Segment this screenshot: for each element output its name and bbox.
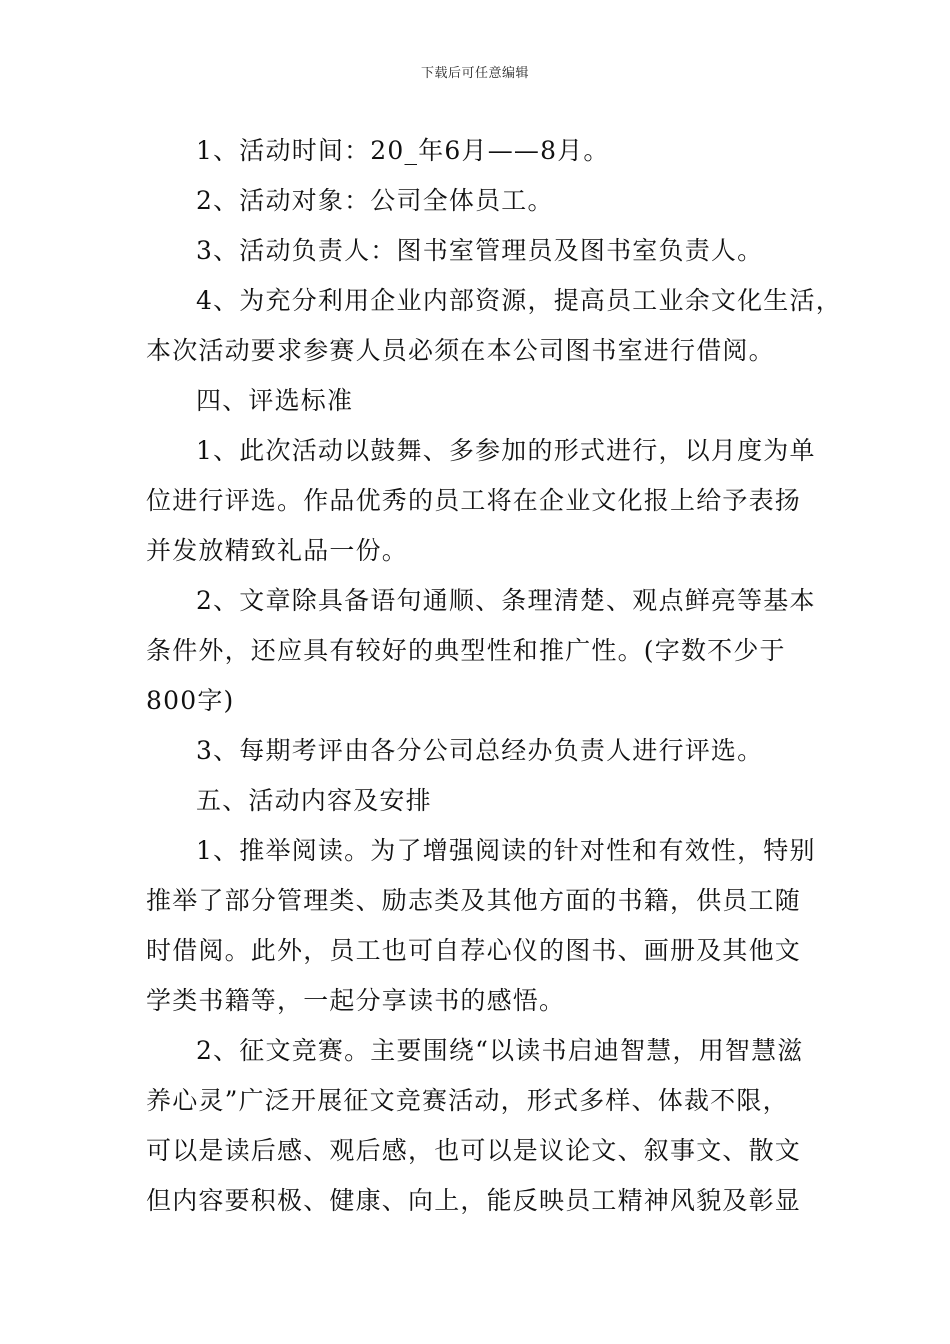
page-header: 下载后可任意编辑 xyxy=(420,66,529,81)
section-heading: 五、活动内容及安排 xyxy=(196,786,432,815)
text-line: 学类书籍等，一起分享读书的感悟。 xyxy=(146,986,566,1015)
text-line: 2、征文竞赛。主要围绕“以读书启迪智慧，用智慧滋 xyxy=(196,1036,804,1065)
text-line: 条件外，还应具有较好的典型性和推广性。(字数不少于 xyxy=(146,636,786,665)
text-line: 2、活动对象：公司全体员工。 xyxy=(196,186,554,215)
text-line: 时借阅。此外，员工也可自荐心仪的图书、画册及其他文 xyxy=(146,936,802,965)
text-line: 可以是读后感、观后感，也可以是议论文、叙事文、散文 xyxy=(146,1136,802,1165)
text-line: 但内容要积极、健康、向上，能反映员工精神风貌及彰显 xyxy=(146,1186,802,1215)
document-body xyxy=(146,126,842,1226)
text-line: 3、每期考评由各分公司总经办负责人进行评选。 xyxy=(196,736,764,765)
text-line: 位进行评选。作品优秀的员工将在企业文化报上给予表扬 xyxy=(146,486,802,515)
text-line: 本次活动要求参赛人员必须在本公司图书室进行借阅。 xyxy=(146,336,775,365)
text-line: 3、活动负责人：图书室管理员及图书室负责人。 xyxy=(196,236,764,265)
text-line: 养心灵”广泛开展征文竞赛活动，形式多样、体裁不限， xyxy=(146,1086,789,1115)
text-line: 800字) xyxy=(146,686,235,715)
text-line: 2、文章除具备语句通顺、条理清楚、观点鲜亮等基本 xyxy=(196,586,816,615)
text-line: 1、此次活动以鼓舞、多参加的形式进行，以月度为单 xyxy=(196,436,816,465)
text-line: 1、活动时间：20_年6月——8月。 xyxy=(196,136,610,165)
text-line: 1、推举阅读。为了增强阅读的针对性和有效性，特别 xyxy=(196,836,816,865)
section-heading: 四、评选标准 xyxy=(196,386,354,415)
text-line: 4、为充分利用企业内部资源，提高员工业余文化生活， xyxy=(196,286,842,315)
text-line: 推举了部分管理类、励志类及其他方面的书籍，供员工随 xyxy=(146,886,802,915)
text-line: 并发放精致礼品一份。 xyxy=(146,536,409,565)
